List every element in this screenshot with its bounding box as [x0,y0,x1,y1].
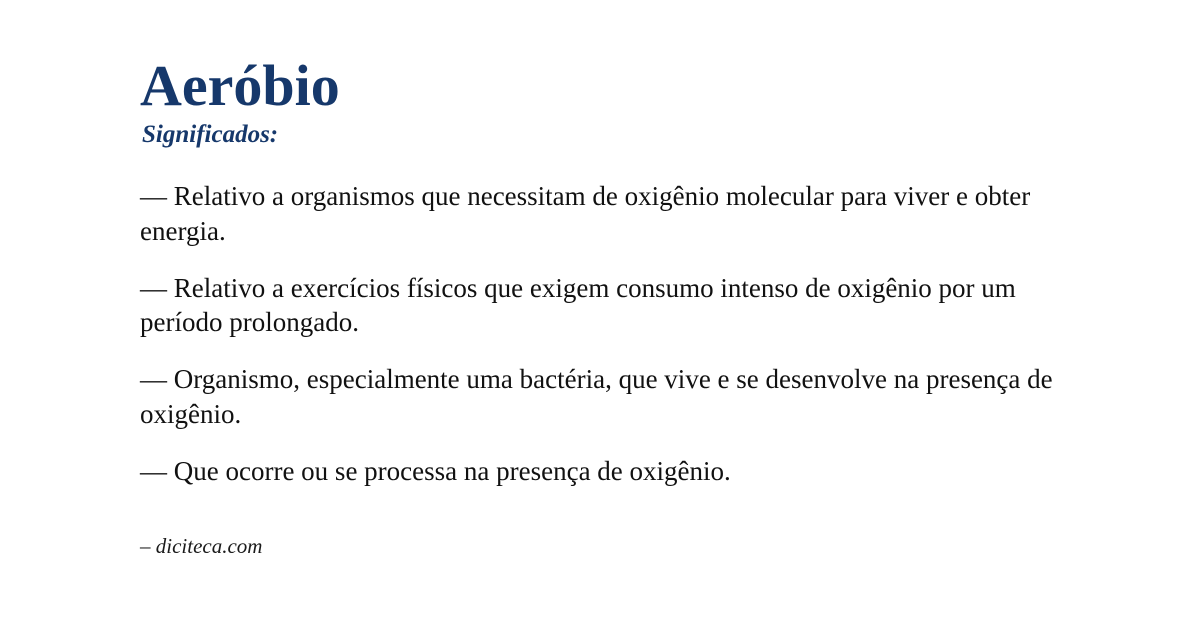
list-item [140,179,1060,249]
bullet-dash: — [140,180,167,211]
meaning-text: Relativo a organismos que necessitam de oxigênio molecular para viver e obter energia. [140,180,1031,246]
bullet-dash: — [140,455,167,486]
source-dash: – [140,534,151,558]
source-name: diciteca.com [155,534,263,558]
meaning-text: Relativo a exercícios físicos que exigem consumo intenso de oxigênio por um período prolongado. [140,272,1016,338]
list-item [140,362,1060,432]
meaning-text: Que ocorre ou se processa na presença de oxigênio. [173,455,731,486]
source-attribution [140,534,262,559]
bullet-dash: — [140,272,167,303]
meanings-list [140,179,1060,489]
list-item [140,454,1060,489]
bullet-dash: — [140,364,167,395]
list-item [140,271,1060,341]
meanings-label: Significados: [142,120,279,148]
meaning-text: Organismo, especialmente uma bactéria, que vive e se desenvolve na presença de oxigênio. [140,364,1053,430]
page-title: Aeróbio [140,53,340,118]
